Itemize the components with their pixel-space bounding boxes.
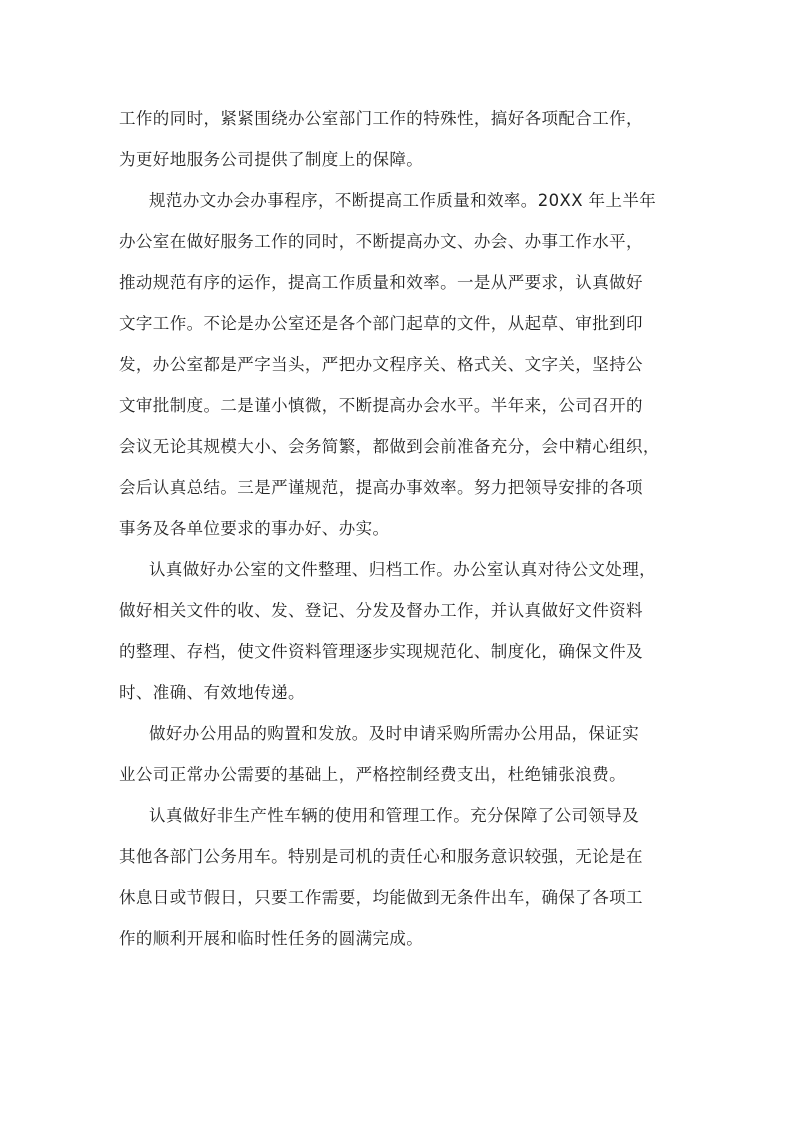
paragraph-first-line: 做好办公用品的购置和发放。及时申请采购所需办公用品，保证实 bbox=[149, 724, 640, 743]
text-line: 办公室在做好服务工作的同时，不断提高办文、办会、办事工作水平， bbox=[119, 232, 643, 251]
text-line: 事务及各单位要求的事办好、办实。 bbox=[119, 519, 390, 538]
paragraph-first-line: 认真做好非生产性车辆的使用和管理工作。充分保障了公司领导及 bbox=[149, 806, 640, 825]
text-line: 做好相关文件的收、发、登记、分发及督办工作，并认真做好文件资料 bbox=[119, 601, 643, 620]
text-line: 作的顺利开展和临时性任务的圆满完成。 bbox=[119, 929, 424, 948]
text-line: 业公司正常办公需要的基础上，严格控制经费支出，杜绝铺张浪费。 bbox=[119, 765, 626, 784]
text-line: 工作的同时，紧紧围绕办公室部门工作的特殊性，搞好各项配合工作， bbox=[119, 109, 643, 128]
paragraph-first-line: 规范办文办会办事程序，不断提高工作质量和效率。20XX 年上半年 bbox=[149, 191, 657, 210]
text-line: 时、准确、有效地传递。 bbox=[119, 683, 305, 702]
text-line: 文字工作。不论是办公室还是各个部门起草的文件，从起草、审批到印 bbox=[119, 314, 643, 333]
text-line: 的整理、存档，使文件资料管理逐步实现规范化、制度化，确保文件及 bbox=[119, 642, 643, 661]
text-line: 会后认真总结。三是严谨规范，提高办事效率。努力把领导安排的各项 bbox=[119, 478, 643, 497]
text-line: 为更好地服务公司提供了制度上的保障。 bbox=[119, 150, 424, 169]
text-line: 文审批制度。二是谨小慎微，不断提高办会水平。半年来，公司召开的 bbox=[119, 396, 643, 415]
text-line: 休息日或节假日，只要工作需要，均能做到无条件出车，确保了各项工 bbox=[119, 888, 643, 907]
paragraph-first-line: 认真做好办公室的文件整理、归档工作。办公室认真对待公文处理， bbox=[149, 560, 656, 579]
document-body bbox=[119, 98, 679, 959]
text-line: 会议无论其规模大小、会务简繁，都做到会前准备充分，会中精心组织， bbox=[119, 437, 660, 456]
text-line: 发，办公室都是严字当头，严把办文程序关、格式关、文字关，坚持公 bbox=[119, 355, 643, 374]
text-line: 其他各部门公务用车。特别是司机的责任心和服务意识较强，无论是在 bbox=[119, 847, 643, 866]
text-line: 推动规范有序的运作，提高工作质量和效率。一是从严要求，认真做好 bbox=[119, 273, 643, 292]
